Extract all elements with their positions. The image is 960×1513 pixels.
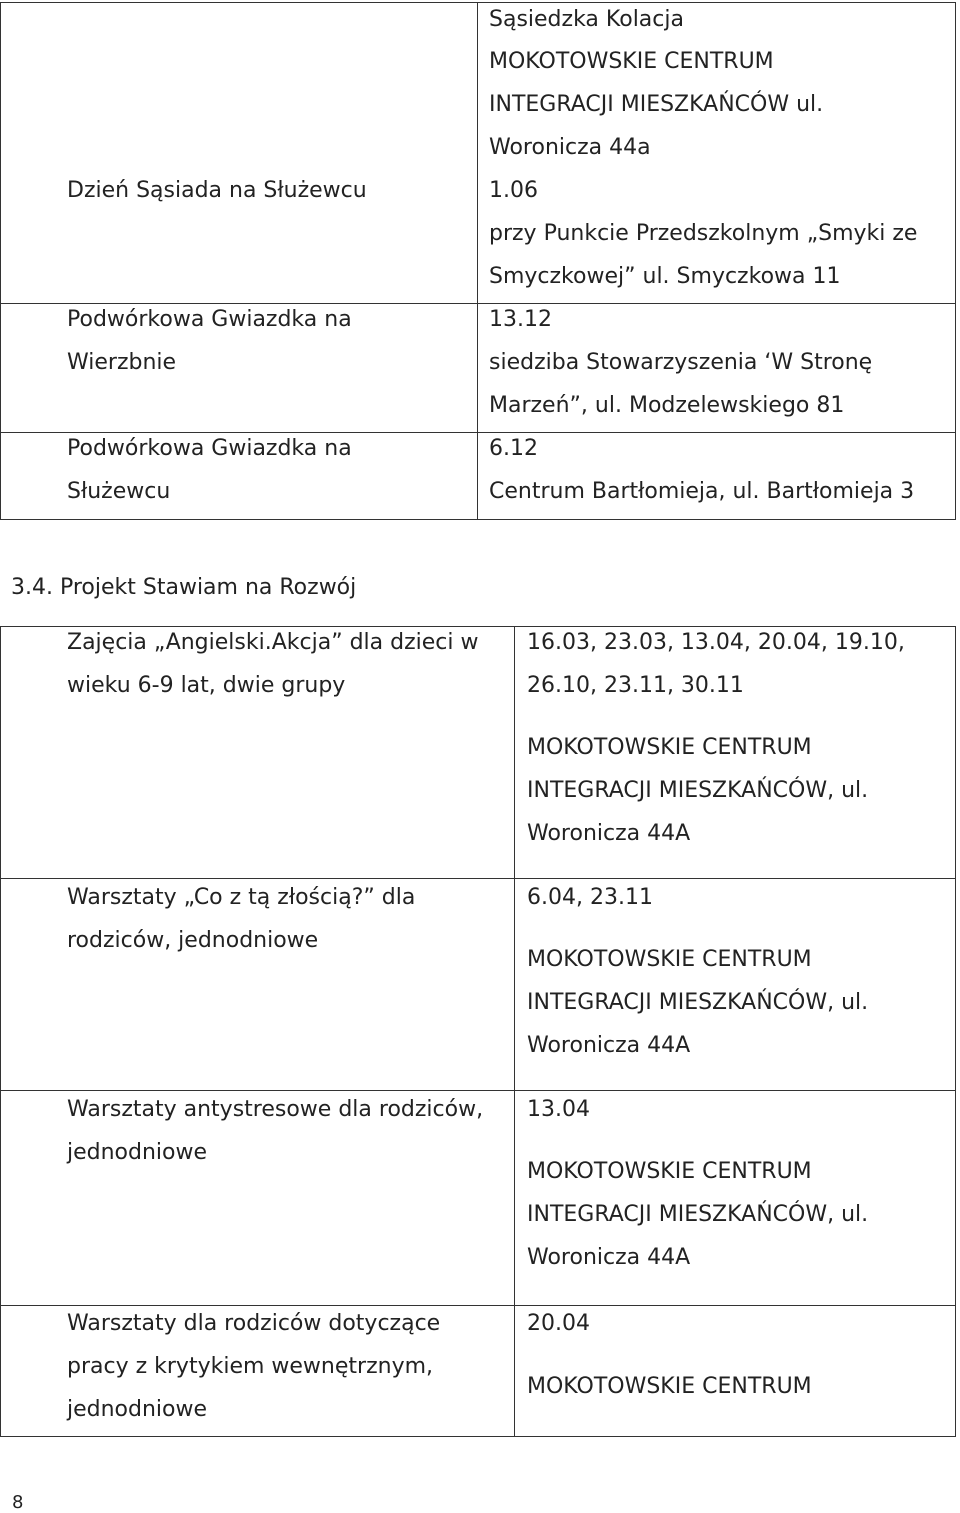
table1-row-place: Smyczkowej” ul. Smyczkowa 11 [489, 264, 841, 289]
table2-row-name: Warsztaty „Co z tą złością?” dla [67, 885, 416, 910]
table2-row-place: MOKOTOWSKIE CENTRUM [527, 947, 812, 972]
table1-cell-org: INTEGRACJI MIESZKAŃCÓW ul. [489, 92, 824, 117]
table1-row-name: Podwórkowa Gwiazdka na [67, 307, 352, 332]
page-number: 8 [12, 1492, 24, 1513]
table1-row-name: Podwórkowa Gwiazdka na [67, 436, 352, 461]
table2-row-divider [0, 1090, 956, 1091]
table2-row-place: Woronicza 44A [527, 1245, 691, 1270]
table2-row-name: jednodniowe [67, 1397, 208, 1422]
table1-row-date: 1.06 [489, 178, 538, 203]
table1-row-place: przy Punkcie Przedszkolnym „Smyki ze [489, 221, 918, 246]
table2-row-place: INTEGRACJI MIESZKAŃCÓW, ul. [527, 778, 869, 803]
table1-row-place: siedziba Stowarzyszenia ‘W Stronę [489, 350, 873, 375]
table2-row-dates: 13.04 [527, 1097, 590, 1122]
table2-row-place: INTEGRACJI MIESZKAŃCÓW, ul. [527, 1202, 869, 1227]
table2-row-place: INTEGRACJI MIESZKAŃCÓW, ul. [527, 990, 869, 1015]
table2-row-divider [0, 1305, 956, 1306]
table1-row-date: 6.12 [489, 436, 538, 461]
table1-row-date: 13.12 [489, 307, 552, 332]
table1-cell-title: Sąsiedzka Kolacja [489, 7, 684, 32]
table2-row-place: MOKOTOWSKIE CENTRUM [527, 1374, 812, 1399]
table1-row-place: Centrum Bartłomieja, ul. Bartłomieja 3 [489, 479, 915, 504]
table2-row-name: pracy z krytykiem wewnętrznym, [67, 1354, 434, 1379]
table1-row-name: Dzień Sąsiada na Służewcu [67, 178, 367, 203]
table1-cell-address: Woronicza 44a [489, 135, 651, 160]
table2-row-dates: 20.04 [527, 1311, 590, 1336]
table2-column-divider [514, 626, 515, 1437]
table1-row-divider [0, 303, 956, 304]
table2-row-name: Warsztaty dla rodziców dotyczące [67, 1311, 441, 1336]
table2-row-place: Woronicza 44A [527, 821, 691, 846]
table1-row-place: Marzeń”, ul. Modzelewskiego 81 [489, 393, 845, 418]
table2-row-place: Woronicza 44A [527, 1033, 691, 1058]
table2-row-name: rodziców, jednodniowe [67, 928, 319, 953]
table1-cell-org: MOKOTOWSKIE CENTRUM [489, 49, 774, 74]
table1-row-name: Służewcu [67, 479, 171, 504]
table1-row-name: Wierzbnie [67, 350, 177, 375]
section-heading: 3.4. Projekt Stawiam na Rozwój [11, 575, 357, 600]
table2-row-divider [0, 878, 956, 879]
table2-row-place: MOKOTOWSKIE CENTRUM [527, 1159, 812, 1184]
table2-row-name: jednodniowe [67, 1140, 208, 1165]
table2-row-name: wieku 6-9 lat, dwie grupy [67, 673, 346, 698]
table2-row-dates: 16.03, 23.03, 13.04, 20.04, 19.10, [527, 630, 905, 655]
table2-row-dates: 6.04, 23.11 [527, 885, 653, 910]
table1-column-divider [477, 2, 478, 520]
table2-row-place: MOKOTOWSKIE CENTRUM [527, 735, 812, 760]
table2-row-name: Warsztaty antystresowe dla rodziców, [67, 1097, 484, 1122]
table2-row-name: Zajęcia „Angielski.Akcja” dla dzieci w [67, 630, 479, 655]
table2-row-dates: 26.10, 23.11, 30.11 [527, 673, 744, 698]
table1-row-divider [0, 432, 956, 433]
